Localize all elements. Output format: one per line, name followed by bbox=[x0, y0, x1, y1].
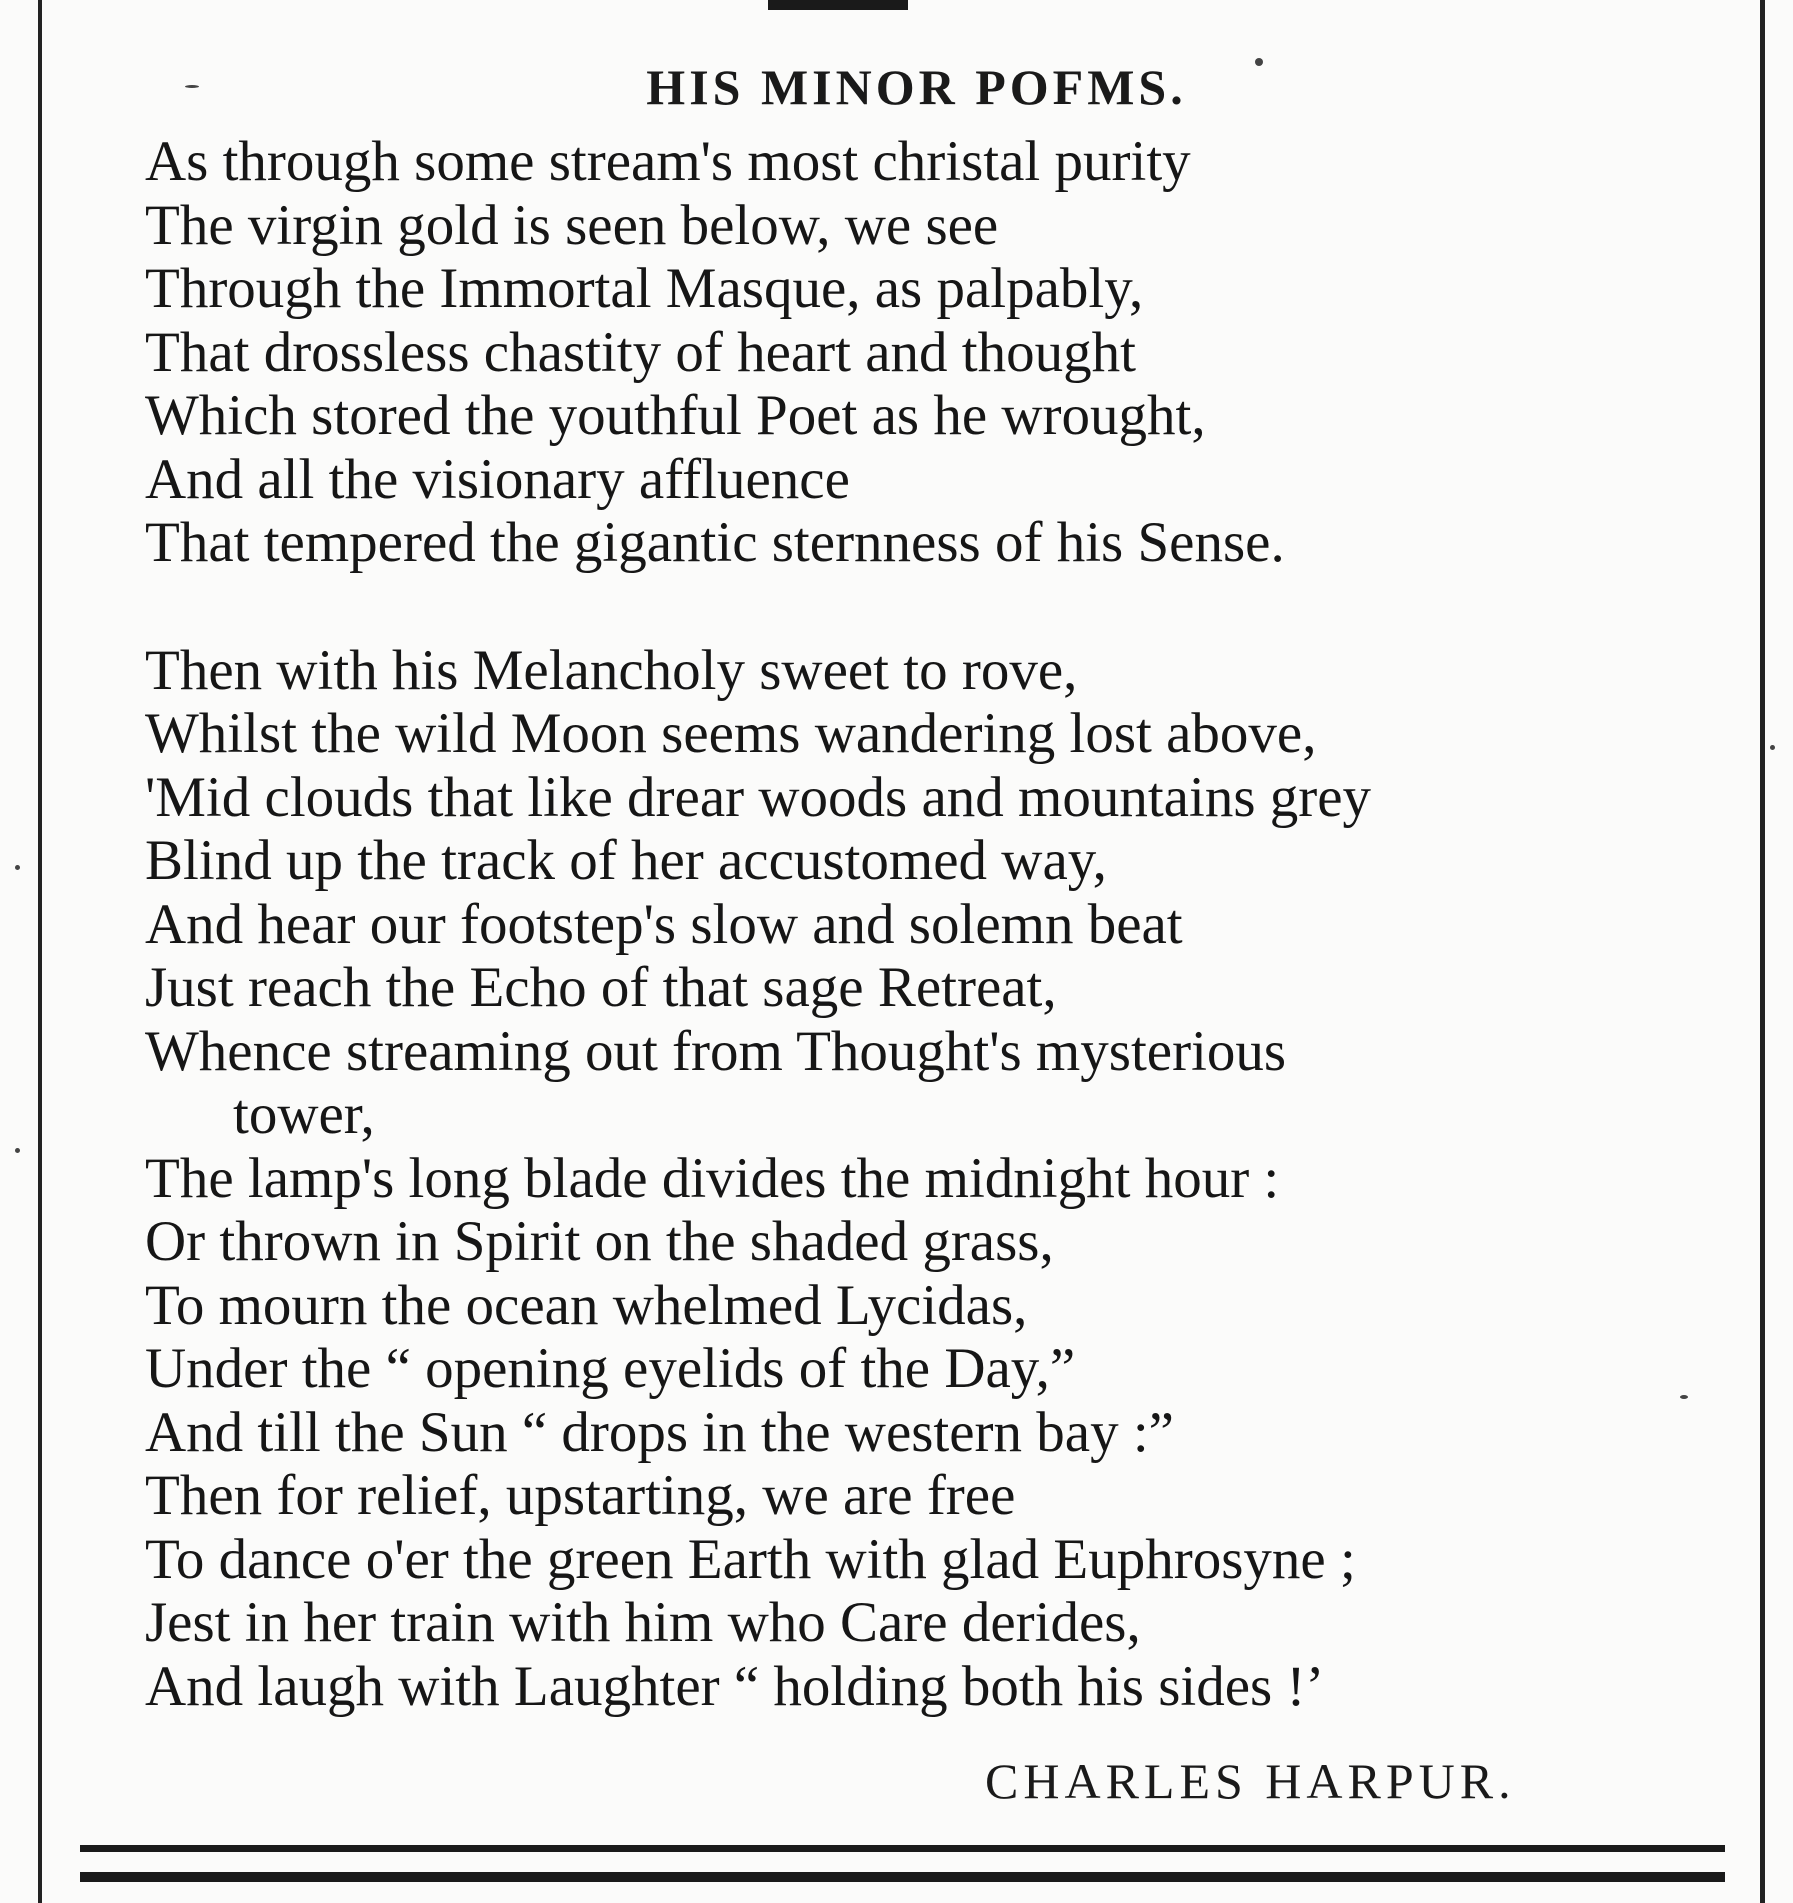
section-divider-bottom-thick bbox=[80, 1872, 1725, 1882]
poem-line: Then with his Melancholy sweet to rove, bbox=[145, 638, 1078, 702]
print-speck bbox=[15, 1148, 20, 1153]
poem-line: Whilst the wild Moon seems wandering lost above, bbox=[145, 702, 1317, 765]
poem-line-continuation: tower, bbox=[233, 1083, 375, 1146]
section-divider-bottom-thin bbox=[80, 1845, 1725, 1852]
column-rule-left bbox=[38, 0, 42, 1903]
poem-line: Whence streaming out from Thought's mysterious bbox=[145, 1019, 1287, 1083]
stanza-2 bbox=[145, 639, 1735, 1719]
poem-line: To dance o'er the green Earth with glad Euphrosyne ; bbox=[145, 1527, 1356, 1591]
poem-line: As through some stream's most christal purity bbox=[145, 130, 1191, 193]
poem-line: Just reach the Echo of that sage Retreat, bbox=[145, 956, 1057, 1019]
poem-line: That tempered the gigantic sternness of his Sense. bbox=[145, 511, 1285, 574]
poem-line: Blind up the track of her accustomed way, bbox=[145, 829, 1107, 892]
poem-line: And till the Sun “ drops in the western bay :” bbox=[145, 1400, 1174, 1464]
poem-line: Jest in her train with him who Care derides, bbox=[145, 1591, 1141, 1654]
poem-line: And all the visionary affluence bbox=[145, 447, 850, 511]
poem-line: And hear our footstep's slow and solemn beat bbox=[145, 892, 1183, 956]
column-rule-right bbox=[1760, 0, 1765, 1903]
poem-title: HIS MINOR POFMS. bbox=[646, 59, 1187, 115]
stanza-break bbox=[145, 575, 1735, 639]
poem-line: Through the Immortal Masque, as palpably, bbox=[145, 257, 1144, 320]
print-speck bbox=[1770, 745, 1775, 750]
poem-line: Then for relief, upstarting, we are free bbox=[145, 1464, 1016, 1527]
poem-line: The lamp's long blade divides the midnight hour : bbox=[145, 1146, 1280, 1210]
print-speck bbox=[15, 865, 20, 870]
stanza-1 bbox=[145, 130, 1735, 575]
poem-line: And laugh with Laughter “ holding both his sides !’ bbox=[145, 1654, 1325, 1718]
poem-line: That drossless chastity of heart and thought bbox=[145, 320, 1136, 384]
print-speck bbox=[185, 85, 199, 88]
poem-line: Which stored the youthful Poet as he wrought, bbox=[145, 384, 1206, 447]
poem-line: Or thrown in Spirit on the shaded grass, bbox=[145, 1210, 1054, 1273]
print-speck bbox=[1255, 58, 1263, 66]
poem-line: 'Mid clouds that like drear woods and mountains grey bbox=[145, 765, 1372, 829]
author-signature: CHARLES HARPUR. bbox=[985, 1753, 1516, 1809]
poem-line: The virgin gold is seen below, we see bbox=[145, 193, 999, 257]
poem-line: Under the “ opening eyelids of the Day,” bbox=[145, 1337, 1076, 1400]
poem-body bbox=[145, 130, 1735, 1718]
print-speck bbox=[1680, 1395, 1688, 1399]
poem-line: To mourn the ocean whelmed Lycidas, bbox=[145, 1273, 1028, 1337]
section-divider-top bbox=[768, 0, 908, 10]
